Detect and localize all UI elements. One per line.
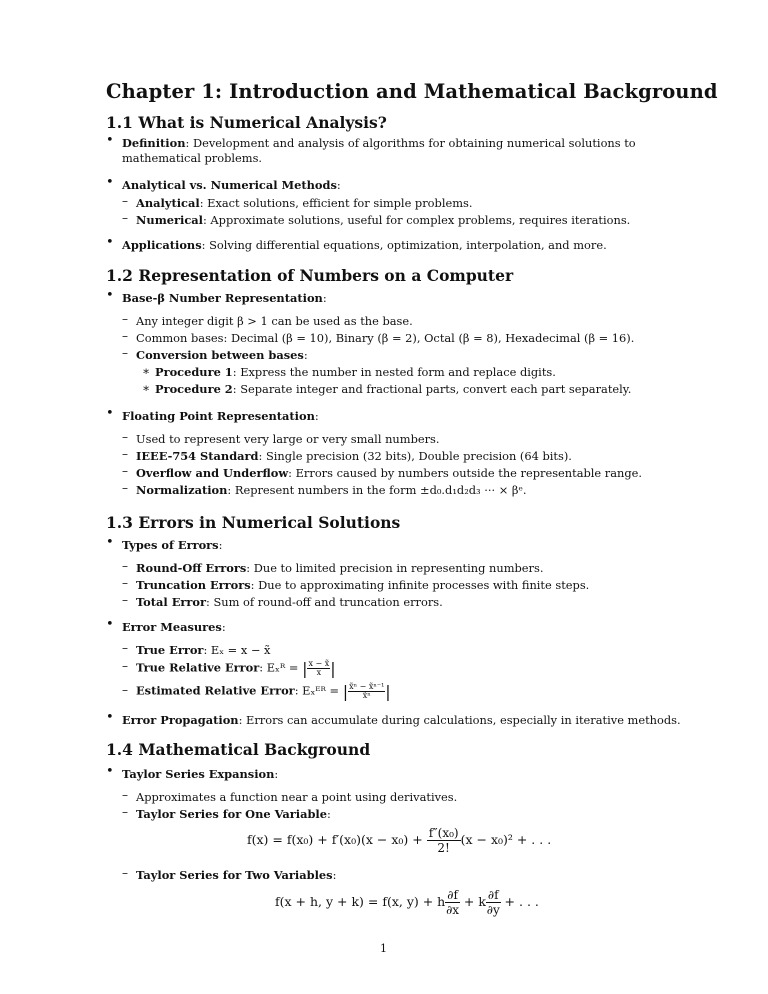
bullet: • [106, 406, 114, 421]
fraction-denominator: 2! [437, 841, 450, 855]
fraction-numerator: ∂f [487, 888, 499, 902]
truncation-label: Truncation Errors [136, 578, 251, 592]
total-error-text: : Sum of round-off and truncation errors. [205, 595, 443, 609]
colon: : [274, 767, 279, 781]
fraction-numerator: ∂f [447, 888, 458, 902]
floating-point-label: Floating Point Representation [122, 409, 315, 423]
base-item-1: Any integer digit β > 1 can be used as the base. [136, 314, 413, 328]
taylor-label: Taylor Series Expansion [122, 767, 275, 781]
normalization-label: Normalization [136, 483, 228, 497]
dash: – [122, 447, 128, 461]
overflow-text: : Errors caused by numbers outside the representable range. [288, 466, 643, 480]
equation-mid: + k [463, 894, 486, 909]
taylor-two-equation [275, 888, 539, 917]
dash: – [122, 430, 128, 444]
dash: – [122, 683, 128, 697]
section-1-4-title: 1.4 Mathematical Background [106, 740, 371, 759]
chapter-title: Chapter 1: Introduction and Mathematical Background [106, 80, 718, 103]
definition-text: : Development and analysis of algorithms for obtaining numerical solutions to mathematical problems. [122, 136, 636, 165]
analytical-label: Analytical [136, 196, 200, 210]
fp-item-1: Used to represent very large or very small numbers. [136, 432, 440, 446]
abs-bar: | [385, 681, 391, 701]
round-off-label: Round-Off Errors [136, 561, 247, 575]
procedure-1-text: : Express the number in nested form and replace digits. [232, 365, 556, 379]
dash: – [122, 866, 128, 880]
ieee-item [136, 449, 572, 464]
asterisk: ∗ [142, 364, 151, 378]
taylor-one-item [136, 807, 331, 822]
estimated-relative-error-label: Estimated Relative Error [136, 683, 295, 698]
equation-lhs: f(x) = f(x₀) + f′(x₀)(x − x₀) + [247, 832, 423, 847]
partial-x-fraction [445, 888, 460, 917]
applications-item [122, 238, 607, 253]
ieee-text: : Single precision (32 bits), Double precision (64 bits). [258, 449, 572, 463]
dash: – [122, 576, 128, 590]
taylor-item-1: Approximates a function near a point using derivatives. [136, 790, 458, 804]
fraction-denominator: x̃ⁿ [362, 691, 371, 700]
fraction-numerator: x − x̃ [308, 659, 330, 668]
taylor-one-label: Taylor Series for One Variable [136, 807, 328, 821]
fraction-denominator: ∂y [486, 903, 500, 917]
colon: : [336, 178, 341, 192]
dash: – [122, 641, 128, 655]
taylor-one-equation [247, 826, 551, 855]
numerical-label: Numerical [136, 213, 203, 227]
bullet: • [106, 133, 114, 148]
equation-lhs: f(x + h, y + k) = f(x, y) + h [275, 894, 446, 909]
propagation-label: Error Propagation [122, 713, 239, 727]
applications-label: Applications [122, 238, 202, 252]
truncation-item [136, 578, 589, 593]
equation-rhs: + . . . [504, 894, 539, 909]
floating-point-item [122, 409, 319, 424]
conversion-item [136, 348, 308, 363]
analytical-text: : Exact solutions, efficient for simple problems. [199, 196, 473, 210]
taylor-item [122, 767, 278, 782]
fraction-numerator: x̃ⁿ − x̃ⁿ⁻¹ [349, 682, 385, 691]
definition-item [122, 136, 692, 166]
bullet: • [106, 288, 114, 303]
types-label: Types of Errors [122, 538, 219, 552]
total-error-label: Total Error [136, 595, 206, 609]
propagation-item [122, 713, 681, 728]
bullet: • [106, 710, 114, 725]
conversion-label: Conversion between bases [136, 348, 304, 362]
overflow-item [136, 466, 642, 481]
procedure-2-label: Procedure 2 [155, 382, 233, 396]
colon: : [221, 620, 226, 634]
measures-label: Error Measures [122, 620, 222, 634]
procedure-1-label: Procedure 1 [155, 365, 233, 379]
dash: – [122, 329, 128, 343]
round-off-text: : Due to limited precision in representing numbers. [246, 561, 544, 575]
round-off-item [136, 561, 543, 576]
true-relative-error-fraction [307, 660, 330, 677]
estimated-relative-error-item [136, 683, 391, 700]
base-label: Base-β Number Representation [122, 291, 323, 305]
section-1-2-title: 1.2 Representation of Numbers on a Computer [106, 266, 514, 285]
second-derivative-fraction [427, 826, 461, 855]
page-number: 1 [380, 942, 387, 955]
section-1-1-title: 1.1 What is Numerical Analysis? [106, 113, 387, 132]
equation-rhs: (x − x₀)² + . . . [460, 832, 552, 847]
true-relative-error-item [136, 660, 336, 677]
dash: – [122, 593, 128, 607]
applications-text: : Solving differential equations, optimization, interpolation, and more. [201, 238, 607, 252]
bullet: • [106, 175, 114, 190]
true-error-formula: : Eₓ = x − x̃ [203, 643, 271, 657]
asterisk: ∗ [142, 381, 151, 395]
true-relative-error-lhs: : Eₓᴿ = [259, 660, 299, 675]
procedure-1-item [155, 365, 556, 380]
truncation-text: : Due to approximating infinite processes with finite steps. [250, 578, 590, 592]
fraction-denominator: x [316, 668, 322, 677]
taylor-two-item [136, 868, 336, 883]
bullet: • [106, 617, 114, 632]
bullet: • [106, 535, 114, 550]
taylor-two-label: Taylor Series for Two Variables [136, 868, 333, 882]
colon: : [327, 807, 331, 821]
dash: – [122, 481, 128, 495]
normalization-item [136, 483, 527, 498]
colon: : [332, 868, 337, 882]
true-error-item [136, 643, 270, 658]
colon: : [322, 291, 327, 305]
dash: – [122, 788, 128, 802]
partial-y-fraction [486, 888, 501, 917]
section-1-3-title: 1.3 Errors in Numerical Solutions [106, 513, 401, 532]
analytical-item [136, 196, 472, 211]
numerical-text: : Approximate solutions, useful for complex problems, requires iterations. [202, 213, 631, 227]
abs-bar: | [342, 681, 349, 701]
dash: – [122, 346, 128, 360]
total-error-item [136, 595, 443, 610]
estimated-relative-error-lhs: : Eₓᴱᴿ = [294, 683, 340, 698]
colon: : [314, 409, 319, 423]
estimated-relative-error-fraction [348, 683, 385, 700]
overflow-label: Overflow and Underflow [136, 466, 289, 480]
measures-item [122, 620, 226, 635]
dash: – [122, 211, 128, 225]
fraction-denominator: ∂x [446, 903, 460, 917]
normalization-text: : Represent numbers in the form ±d₀.d₁d₂d₃ ··· × βᵉ. [227, 483, 527, 497]
dash: – [122, 805, 128, 819]
base-item-2: Common bases: Decimal (β = 10), Binary (β = 2), Octal (β = 8), Hexadecimal (β = 16). [136, 331, 635, 345]
true-relative-error-label: True Relative Error [136, 660, 260, 675]
true-error-label: True Error [136, 643, 204, 657]
colon: : [303, 348, 308, 362]
procedure-2-item [155, 382, 631, 397]
dash: – [122, 312, 128, 326]
dash: – [122, 464, 128, 478]
ieee-label: IEEE-754 Standard [136, 449, 259, 463]
types-item [122, 538, 222, 553]
dash: – [122, 559, 128, 573]
abs-bar: | [302, 658, 308, 678]
bullet: • [106, 764, 114, 779]
propagation-text: : Errors can accumulate during calculations, especially in iterative methods. [238, 713, 681, 727]
analytical-vs-numerical-label: Analytical vs. Numerical Methods [122, 178, 337, 192]
numerical-item [136, 213, 630, 228]
base-item [122, 291, 327, 306]
dash: – [122, 194, 128, 208]
bullet: • [106, 235, 114, 250]
abs-bar: | [330, 658, 336, 678]
definition-label: Definition [122, 136, 186, 150]
colon: : [218, 538, 223, 552]
procedure-2-text: : Separate integer and fractional parts, convert each part separately. [232, 382, 632, 396]
fraction-numerator: f″(x₀) [428, 826, 459, 840]
analytical-vs-numerical-item [122, 178, 341, 193]
dash: – [122, 659, 128, 673]
